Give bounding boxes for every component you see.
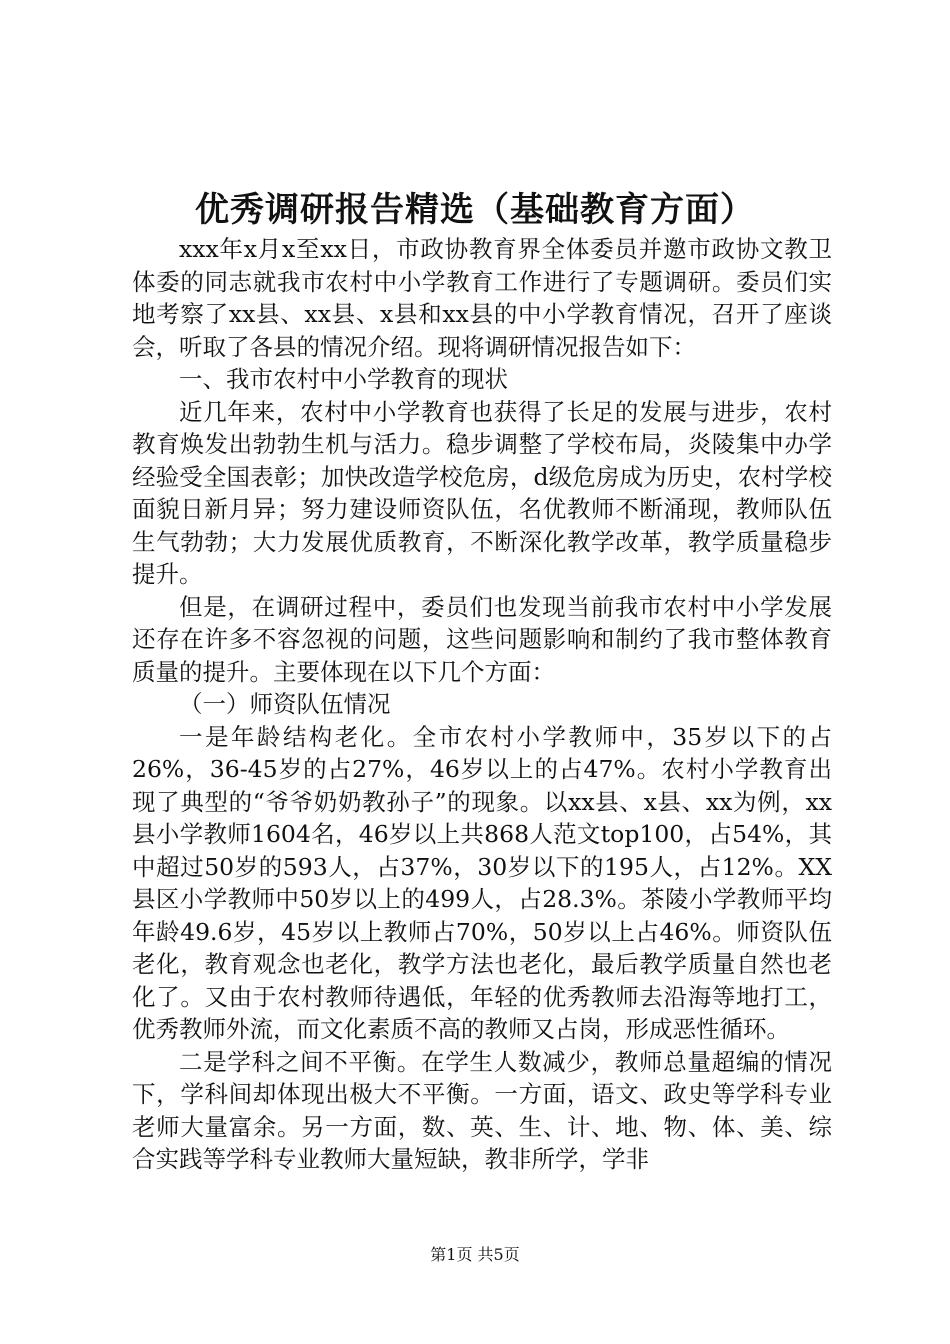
paragraph-subject-imbalance: 二是学科之间不平衡。在学生人数减少，教师总量超编的情况下，学科间却体现出极大不平衡。一方面，语文、政史等学科专业老师大量富余。另一方面，数、英、生、计、地、物、体、美、综合实践等学科专业教师大量短缺，教非所学，学非 [132,1047,832,1173]
page-footer: 第1页 共5页 [430,1245,520,1264]
subsection-heading: （一）师资队伍情况 [179,690,391,718]
paragraph-intro: xxx年x月x至xx日，市政协教育界全体委员并邀市政协文教卫体委的同志就我市农村中小学教育工作进行了专题调研。委员们实地考察了xx县、xx县、x县和xx县的中小学教育情况，召开了座谈会，听取了各县的情况介绍。现将调研情况报告如下： [132,235,832,361]
paragraph-age-structure: 一是年龄结构老化。全市农村小学教师中，35岁以下的占26%，36-45岁的占27%，46岁以上的占47%。农村小学教育出现了典型的“爷爷奶奶教孙子”的现象。以xx县、x县、xx为例，xx县小学教师1604名，46岁以上共868人范文top100，占54%，其中超过50岁的593人，占37%，30岁以下的195人，占12%。XX县区小学教师中50岁以上的499人，占28.3%。茶陵小学教师平均年龄49.6岁，45岁以上教师占70%，50岁以上占46%。师资队伍老化，教育观念也老化，教学方法也老化，最后教学质量自然也老化了。又由于农村教师待遇低，年轻的优秀教师去沿海等地打工，优秀教师外流，而文化素质不高的教师又占岗，形成恶性循环。 [132,722,832,1043]
document-body [132,233,832,1176]
paragraph-status: 近几年来，农村中小学教育也获得了长足的发展与进步，农村教育焕发出勃勃生机与活力。稳步调整了学校布局，炎陵集中办学经验受全国表彰；加快改造学校危房，d级危房成为历史，农村学校面貌日新月异；努力建设师资队伍，名优教师不断涌现，教师队伍生气勃勃；大力发展优质教育，不断深化教学改革，教学质量稳步提升。 [132,397,832,588]
document-title: 优秀调研报告精选（基础教育方面） [195,190,755,230]
section-heading: 一、我市农村中小学教育的现状 [179,365,508,393]
paragraph-problems: 但是，在调研过程中，委员们也发现当前我市农村中小学发展还存在许多不容忽视的问题，这些问题影响和制约了我市整体教育质量的提升。主要体现在以下几个方面： [132,592,832,686]
